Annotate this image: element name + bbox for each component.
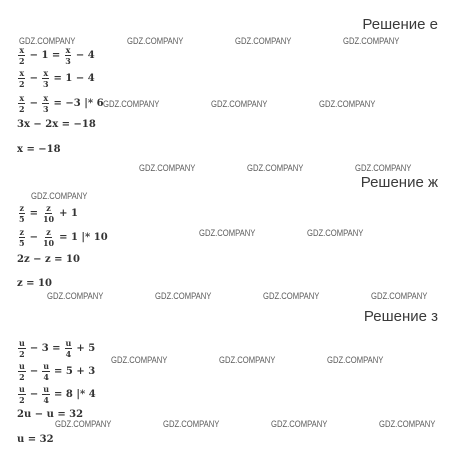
watermark: GDZ.COMPANY bbox=[127, 36, 184, 46]
fraction: $\frac{x}{3}$ bbox=[42, 68, 49, 89]
fraction: $\frac{u}{2}$ bbox=[19, 361, 25, 382]
equation-line: $\frac{u}{2}$ − $\frac{u}{4}$ = 8 |* 4 bbox=[19, 384, 96, 405]
equation-line: 3x − 2x = −18 bbox=[17, 119, 96, 130]
fraction: $\frac{x}{3}$ bbox=[42, 93, 49, 114]
watermark: GDZ.COMPANY bbox=[31, 191, 88, 201]
equation-line: 2u − u = 32 bbox=[17, 409, 84, 420]
fraction: $\frac{u}{4}$ bbox=[65, 338, 72, 359]
fraction: $\frac{x}{2}$ bbox=[19, 93, 25, 114]
equation-line: $\frac{x}{2}$ − $\frac{x}{3}$ = 1 − 4 bbox=[19, 68, 95, 89]
watermark: GDZ.COMPANY bbox=[371, 291, 428, 301]
watermark: GDZ.COMPANY bbox=[47, 291, 104, 301]
equation-line: u = 32 bbox=[17, 434, 54, 445]
watermark: GDZ.COMPANY bbox=[199, 228, 256, 238]
watermark: GDZ.COMPANY bbox=[19, 36, 76, 46]
equation-line: $\frac{u}{2}$ − 3 = $\frac{u}{4}$ + 5 bbox=[19, 338, 96, 359]
watermark: GDZ.COMPANY bbox=[163, 419, 220, 429]
equation-line: 2z − z = 10 bbox=[17, 254, 80, 265]
watermark: GDZ.COMPANY bbox=[103, 99, 160, 109]
watermark: GDZ.COMPANY bbox=[139, 163, 196, 173]
watermark: GDZ.COMPANY bbox=[319, 99, 376, 109]
fraction: $\frac{u}{2}$ bbox=[19, 384, 25, 405]
equation-line: $\frac{z}{5}$ = $\frac{z}{10}$ + 1 bbox=[19, 203, 78, 224]
fraction: $\frac{x}{3}$ bbox=[65, 45, 71, 66]
watermark: GDZ.COMPANY bbox=[343, 36, 400, 46]
watermark: GDZ.COMPANY bbox=[55, 419, 112, 429]
watermark: GDZ.COMPANY bbox=[263, 291, 320, 301]
watermark: GDZ.COMPANY bbox=[271, 419, 328, 429]
equation-line: $\frac{z}{5}$ − $\frac{z}{10}$ = 1 |* 10 bbox=[19, 227, 108, 248]
equation-line: $\frac{u}{2}$ − $\frac{u}{4}$ = 5 + 3 bbox=[19, 361, 96, 382]
fraction: $\frac{z}{5}$ bbox=[19, 203, 25, 224]
watermark: GDZ.COMPANY bbox=[211, 99, 268, 109]
section-title-zh: Решение ж bbox=[360, 174, 438, 191]
watermark: GDZ.COMPANY bbox=[111, 355, 168, 365]
fraction: $\frac{z}{10}$ bbox=[42, 227, 55, 248]
watermark: GDZ.COMPANY bbox=[307, 228, 364, 238]
watermark: GDZ.COMPANY bbox=[379, 419, 436, 429]
fraction: $\frac{u}{4}$ bbox=[43, 384, 50, 405]
fraction: $\frac{z}{10}$ bbox=[42, 203, 55, 224]
fraction: $\frac{u}{4}$ bbox=[43, 361, 50, 382]
watermark: GDZ.COMPANY bbox=[327, 355, 384, 365]
equation-line: x = −18 bbox=[17, 144, 61, 155]
fraction: $\frac{x}{2}$ bbox=[19, 68, 25, 89]
watermark: GDZ.COMPANY bbox=[219, 355, 276, 365]
equation-line: z = 10 bbox=[17, 278, 52, 289]
equation-line: $\frac{x}{2}$ − 1 = $\frac{x}{3}$ − 4 bbox=[19, 45, 95, 66]
fraction: $\frac{x}{2}$ bbox=[19, 45, 25, 66]
watermark: GDZ.COMPANY bbox=[247, 163, 304, 173]
watermark: GDZ.COMPANY bbox=[235, 36, 292, 46]
section-title-e: Решение е bbox=[362, 16, 438, 33]
watermark: GDZ.COMPANY bbox=[155, 291, 212, 301]
watermark: GDZ.COMPANY bbox=[355, 163, 412, 173]
equation-line: $\frac{x}{2}$ − $\frac{x}{3}$ = −3 |* 6 bbox=[19, 93, 104, 114]
fraction: $\frac{u}{2}$ bbox=[19, 338, 25, 359]
fraction: $\frac{z}{5}$ bbox=[19, 227, 25, 248]
section-title-z: Решение з bbox=[363, 308, 438, 325]
